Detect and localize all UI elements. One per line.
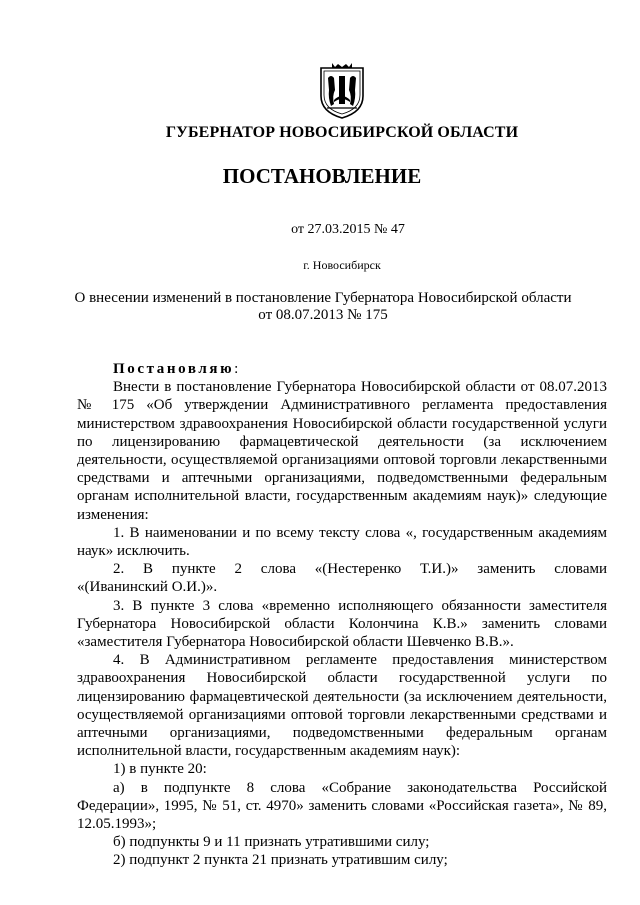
- paragraph-line: № 175 «Об утверждении Административного регламента предоставления: [77, 397, 607, 414]
- resolve-word: Постановляю: [113, 361, 235, 377]
- subitem-1a-line: Федерации», 1995, № 51, ст. 4970» заменить словами «Российская газета», № 89,: [77, 797, 607, 814]
- resolve-paragraph: [77, 360, 607, 378]
- item-4-line: 4. В Административном регламенте предоставления министерством: [113, 652, 607, 669]
- subitem-1a-line: а) в подпункте 8 слова «Собрание законодательства Российской: [113, 779, 607, 796]
- paragraph-line: деятельности, осуществляемой организациями оптовой торговли лекарственными: [77, 452, 607, 469]
- city-name: г. Новосибирск: [303, 258, 381, 272]
- document-type-title: ПОСТАНОВЛЕНИЕ: [222, 164, 422, 188]
- coat-of-arms-emblem: [317, 62, 367, 120]
- item-3-line: «заместителя Губернатора Новосибирской области Шевченко В.В.».: [77, 634, 514, 651]
- subject-line: от 08.07.2013 № 175: [258, 307, 388, 323]
- item-4-line: лицензированию фармацевтической деятельности (за исключением деятельности,: [77, 688, 607, 705]
- issuer-title: ГУБЕРНАТОР НОВОСИБИРСКОЙ ОБЛАСТИ: [165, 124, 519, 141]
- paragraph-line: министерством здравоохранения Новосибирской области государственной услуги: [77, 415, 607, 432]
- subitem-1a-line: 12.05.1993»;: [77, 816, 157, 833]
- paragraph-line: по лицензированию фармацевтической деятельности (за исключением: [77, 433, 607, 450]
- subitem-1: 1) в пункте 20:: [113, 761, 207, 778]
- item-3-line: 3. В пункте 3 слова «временно исполняющего обязанности заместителя: [113, 597, 607, 614]
- paragraph-line: органам исполнительной власти, государственным академиям наук)» следующие: [77, 488, 607, 505]
- subitem-1b: б) подпункты 9 и 11 признать утратившими силу;: [113, 834, 430, 851]
- subject-heading: [3, 290, 640, 324]
- subject-line: О внесении изменений в постановление Губернатора Новосибирской области: [74, 290, 572, 306]
- item-2-line: 2. В пункте 2 слова «(Нестеренко Т.И.)» заменить словами: [113, 561, 607, 578]
- item-4-line: аптечными организациями, подведомственными федеральным органам: [77, 725, 607, 742]
- resolve-colon: :: [234, 361, 239, 377]
- subitem-2: 2) подпункт 2 пункта 21 признать утратившим силу;: [113, 852, 448, 869]
- item-4-line: осуществляемой организациями оптовой торговли лекарственными средствами и: [77, 706, 607, 723]
- item-2-line: «(Иванинский О.И.)».: [77, 579, 218, 596]
- date-and-number: от 27.03.2015 № 47: [291, 222, 405, 237]
- item-4-line: исполнительной власти, государственным академиям наук):: [77, 743, 461, 760]
- paragraph-line: изменения:: [77, 506, 149, 523]
- item-4-line: здравоохранения Новосибирской области государственной услуги по: [77, 670, 607, 687]
- item-1-line: 1. В наименовании и по всему тексту слова «, государственным академиям: [113, 524, 607, 541]
- paragraph-line: средствами и аптечными организациями, подведомственными федеральным: [77, 470, 607, 487]
- item-1-line: наук» исключить.: [77, 543, 190, 560]
- paragraph-line: Внести в постановление Губернатора Новосибирской области от 08.07.2013: [113, 379, 607, 396]
- item-3-line: Губернатора Новосибирской области Колончина К.В.» заменить словами: [77, 615, 607, 632]
- document-body: [77, 360, 607, 870]
